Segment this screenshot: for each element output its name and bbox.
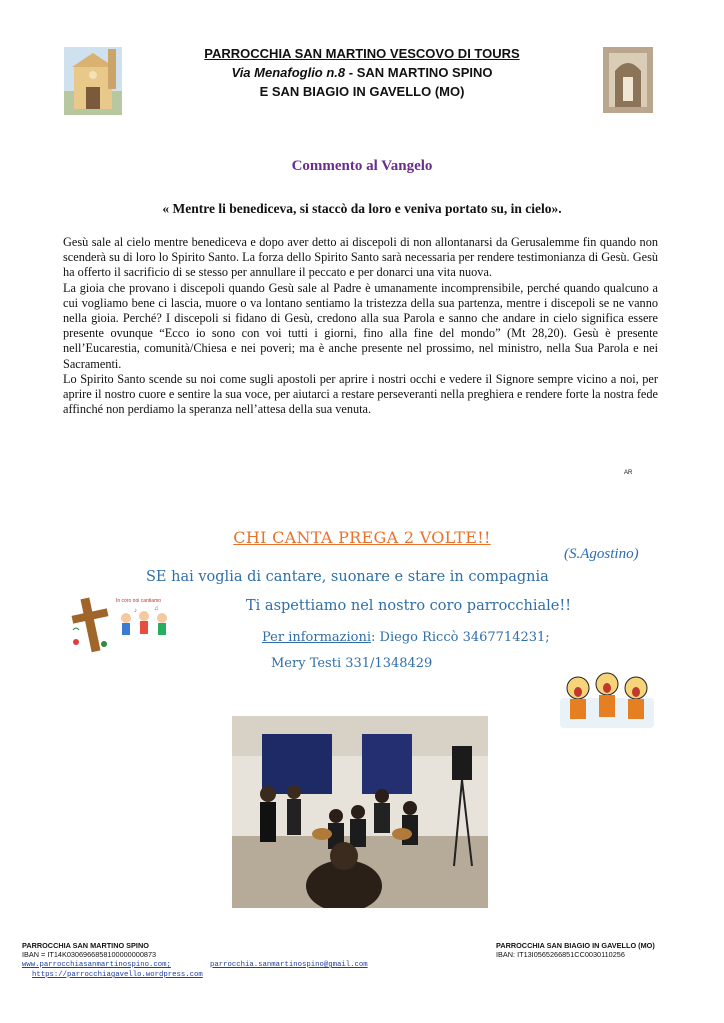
footer-right-iban: IBAN: IT13I0565266851CC0030110256 bbox=[496, 950, 625, 959]
choir-welcome-line: Ti aspettiamo nel nostro coro parrocchiale!! bbox=[246, 598, 572, 614]
headline-attribution: (S.Agostino) bbox=[564, 546, 639, 562]
parish-street: Via Menafoglio n.8 bbox=[231, 65, 346, 80]
footer-right bbox=[496, 941, 655, 959]
choir-photo bbox=[232, 716, 488, 908]
choir-invite-line: SE hai voglia di cantare, suonare e stare in compagnia bbox=[146, 569, 549, 585]
svg-text:♪: ♪ bbox=[134, 608, 137, 614]
parish-address bbox=[150, 63, 574, 82]
cross-icon bbox=[68, 594, 112, 656]
parish-name: PARROCCHIA SAN MARTINO VESCOVO DI TOURS bbox=[204, 46, 520, 61]
svg-text:♫: ♫ bbox=[154, 606, 159, 612]
blog-link[interactable]: https://parrocchiagavello.wordpress.com bbox=[32, 971, 203, 979]
gospel-quote: « Mentre li benediceva, si staccò da loro e veniva portato su, in cielo». bbox=[162, 201, 562, 216]
kids-figures-icon bbox=[116, 604, 174, 640]
choir-headline: CHI CANTA PREGA 2 VOLTE!! bbox=[233, 528, 491, 547]
info-contact-mery: Mery Testi 331/1348429 bbox=[271, 656, 433, 671]
footer-left-name: PARROCCHIA SAN MARTINO SPINO bbox=[22, 941, 149, 950]
parish-second: E SAN BIAGIO IN GAVELLO (MO) bbox=[259, 84, 465, 99]
comment-title: Commento al Vangelo bbox=[291, 158, 433, 174]
email-link[interactable]: parrocchia.sanmartinospino@gmail.com bbox=[210, 961, 368, 969]
choir-info bbox=[262, 630, 550, 645]
church-facade-image bbox=[64, 47, 122, 115]
church-interior-image bbox=[603, 47, 653, 113]
comment-paragraph: La gioia che provano i discepoli quando Gesù sale al Padre è umanamente incomprensibile, perché quando qualcuno a cui vogliamo bene ci lascia, muore o va lontano sentiamo la tristezza della sua partenza, mentre i discepoli se ne vanno nella gioia. Perché? I discepoli si fidano di Gesù, credono alla sua Parola e sanno che andare in cielo significa essere presente ovunque “Ecco io sono con voi tutti i giorni, fino alla fine del mondo” (Mt 28,20). Gesù è presente nell’Eucarestia, comunità/Chiesa e nei poveri; ma è anche presente nel prossimo, nel ministro, nella Sua Parola e nei Sacramenti. bbox=[63, 280, 658, 371]
kids-caption: In coro noi cantiamo bbox=[116, 598, 162, 604]
website-link[interactable]: www.parrocchiasanmartinospino.com; bbox=[22, 961, 171, 969]
footer-right-name: PARROCCHIA SAN BIAGIO IN GAVELLO (MO) bbox=[496, 941, 655, 950]
info-label: Per informazioni bbox=[262, 630, 372, 645]
comment-body bbox=[63, 235, 658, 417]
singers-clipart-icon bbox=[556, 668, 658, 730]
comment-paragraph: Gesù sale al cielo mentre benediceva e dopo aver detto ai discepoli di non allontanarsi da Gerusalemme fin quando non scenderà su di loro lo Spirito Santo. La forza dello Spirito Santo sarà necessaria per rendere testimonianza di Gesù. Gesù ha offerto il sacrificio di se stesso per annullare il peccato e per donarci una vita nuova. bbox=[63, 235, 658, 280]
info-contact-diego: : Diego Riccò 3467714231; bbox=[371, 630, 550, 645]
comment-paragraph: Lo Spirito Santo scende su noi come sugli apostoli per aprire i nostri occhi e vedere il Signore sempre vicino a noi, per aprire il nostro cuore e sentire la sua voce, per aiutarci a restare perseveranti nella preghiera e rendere forte la nostra fede affinché non perdiamo la speranza nell’attesa della sua venuta. bbox=[63, 371, 658, 417]
parish-town: - SAN MARTINO SPINO bbox=[345, 65, 493, 80]
footer-left-iban: IBAN = IT14K0306966858100000000873 bbox=[22, 950, 157, 959]
footer-left bbox=[22, 941, 156, 959]
author-initials: AR bbox=[624, 470, 633, 476]
parish-header bbox=[150, 44, 574, 101]
kids-choir-image bbox=[116, 598, 174, 642]
